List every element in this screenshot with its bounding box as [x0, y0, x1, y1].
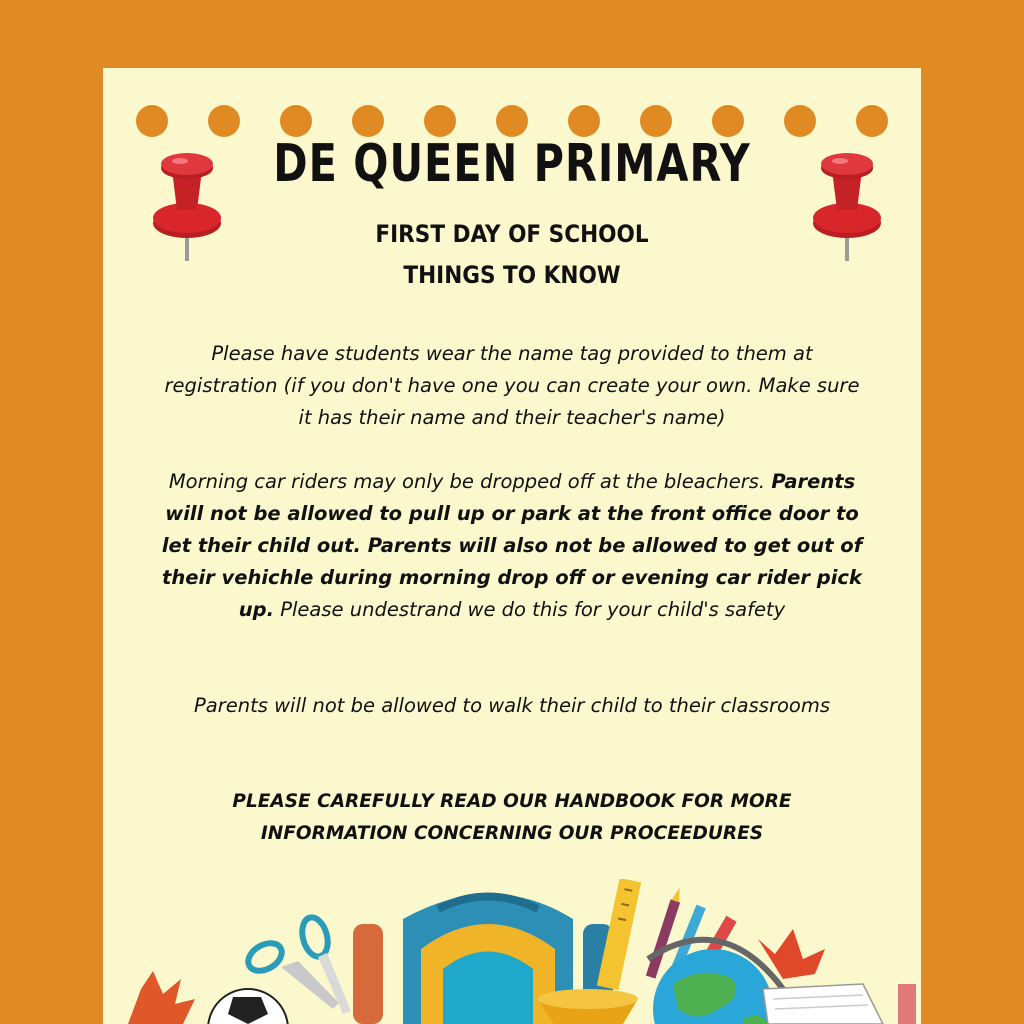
nametag-paragraph: Please have students wear the name tag provided to them at registration (if you don't have one you can create your own. Make sure it has their name and their teacher's name): [164, 342, 860, 429]
soccer-ball-icon: [208, 989, 288, 1024]
walk-paragraph: Parents will not be allowed to walk their child to their classrooms: [194, 694, 830, 717]
car-riders-paragraph: [158, 466, 866, 626]
car-riders-intro: Morning car riders may only be dropped off at the bleachers.: [168, 470, 766, 493]
autumn-leaf-icon: [128, 971, 195, 1024]
trophy-icon: [538, 989, 638, 1024]
school-title: DE QUEEN PRIMARY: [273, 132, 751, 194]
globe-icon: [648, 940, 783, 1024]
subtitle-first-day: FIRST DAY OF SCHOOL: [375, 220, 649, 248]
book-icon: [763, 984, 916, 1024]
flyer-paper: [103, 68, 921, 1024]
car-riders-rules: Parents will not be allowed to pull up or park at the front office door to let their child out. Parents will also not be allowed to get out of their vehichle during morning drop off or evening car rider pick up.: [161, 470, 863, 621]
handbook-notice: PLEASE CAREFULLY READ OUR HANDBOOK FOR MORE INFORMATION CONCERNING OUR PROCEEDURES: [232, 791, 792, 844]
subtitle-things-to-know: THINGS TO KNOW: [403, 261, 621, 289]
car-riders-outro: Please undestrand we do this for your child's safety: [280, 598, 786, 621]
school-supplies-illustration: [103, 879, 921, 1024]
